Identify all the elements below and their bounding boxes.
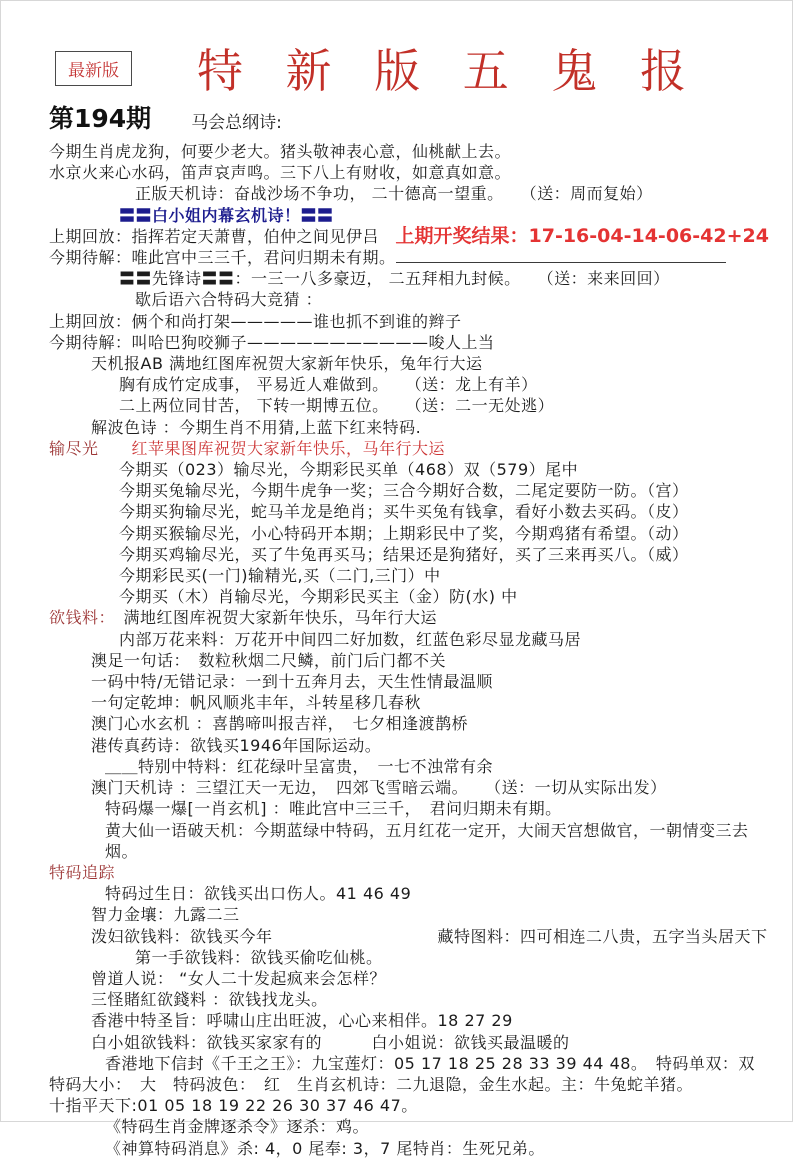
text-span: 《神算特码消息》杀: 4，0 尾奉: 3，7 尾特肖：生死兄弟。	[105, 1138, 545, 1158]
intro-label: 马会总纲诗:	[191, 113, 282, 133]
text-span: 天机报AB 满地红图库祝贺大家新年快乐，兔年行大运	[91, 354, 483, 374]
text-span: 第一手欲钱料：欲钱买偷吃仙桃。	[135, 947, 383, 967]
text-span: 三怪賭紅欲錢料 ：欲钱找龙头。	[91, 990, 328, 1010]
text-line	[49, 417, 778, 438]
text-line	[49, 162, 778, 183]
text-span: 今期买猴输尽光，小心特码开本期；上期彩民中了奖，今期鸡猪有希望。（动）	[119, 523, 689, 543]
text-span: 白小姐欲钱料：欲钱买家家有的 白小姐说：欲钱买最温暖的	[91, 1032, 570, 1052]
text-span: 曾道人说： “女人二十发起疯来会怎样？	[91, 968, 386, 988]
page-title: 特 新 版 五 鬼 报	[196, 44, 701, 98]
text-span: 〓〓先锋诗〓〓：一三一八多豪迈， 二五拜相九封候。 （送：来来回回）	[119, 269, 670, 289]
text-span: 今期买狗输尽光，蛇马羊龙是绝肖；买牛买兔有钱拿，看好小数去买码。（皮）	[119, 502, 689, 522]
text-span: 特码追踪	[49, 862, 116, 882]
text-line	[49, 353, 778, 374]
text-line	[49, 1116, 778, 1137]
text-line	[49, 586, 778, 607]
report-lines	[49, 141, 778, 1159]
text-span: 一句定乾坤：帆风顺兆丰年，斗转星移几春秋	[91, 693, 422, 713]
text-line	[49, 926, 778, 947]
text-line	[49, 1095, 778, 1116]
text-line	[49, 480, 778, 501]
text-line	[49, 183, 778, 204]
text-line	[49, 968, 778, 989]
text-span: 今期彩民买(一门)输精光,买（二门,三门）中	[119, 566, 441, 586]
latest-edition-badge: 最新版	[55, 51, 132, 86]
text-span: 〓〓白小姐内幕玄机诗！〓〓	[119, 205, 334, 225]
text-span: 上期回放：俩个和尚打架—————谁也抓不到谁的辫子	[49, 311, 462, 331]
text-line	[49, 883, 778, 904]
text-span: 十指平天下:01 05 18 19 22 26 30 37 46 47。	[49, 1096, 418, 1116]
text-span: 二上两位同甘苦， 下转一期博五位。 （送：二一无处逃）	[119, 396, 555, 416]
text-span: 内部万花来料：万花开中间四二好加数，红蓝色彩尽显龙藏马居	[119, 629, 582, 649]
text-span: 香港地下信封《千王之王》：九宝莲灯：05 17 18 25 28 33 39 44 48。 特码单双：双	[105, 1053, 755, 1073]
text-line	[49, 650, 778, 671]
text-span: 黄大仙一语破天机：今期蓝绿中特码，五月红花一定开，大闹天宫想做官，一朝情变三去烟。	[105, 820, 749, 861]
text-span: 特码大小： 大 特码波色： 红 生肖玄机诗：二九退隐，金生水起。主：牛兔蛇羊猪。	[49, 1074, 694, 1094]
text-span: 今期待解：唯此宫中三三千，君问归期未有期。	[49, 248, 396, 268]
text-line	[49, 395, 778, 416]
issue-number: 第194期	[49, 104, 152, 133]
underline-rule	[396, 248, 726, 263]
text-span: 今期待解：叫哈巴狗咬狮子———————————唆人上当	[49, 332, 495, 352]
text-span: 输尽光	[49, 438, 132, 458]
text-line	[49, 1032, 778, 1053]
text-span: 正版天机诗：奋战沙场不争功， 二十德高一望重。 （送：周而复始）	[135, 184, 653, 204]
text-span: ＿＿特别中特料：红花绿叶呈富贵， 一七不浊常有余	[105, 756, 494, 776]
text-span: 澳门天机诗 ：三望江天一无边， 四郊飞雪暗云端。 （送：一切从实际出发）	[91, 778, 667, 798]
text-span: 一码中特/无错记录：一到十五奔月去，天生性情最温顺	[91, 672, 493, 692]
text-line	[49, 141, 778, 162]
text-line	[49, 565, 778, 586]
text-line	[49, 820, 778, 862]
text-line	[49, 459, 778, 480]
text-span: 今期买鸡输尽光，买了牛兔再买马；结果还是狗猪好，买了三来再买八。（威）	[119, 544, 689, 564]
text-line	[49, 735, 778, 756]
text-line	[49, 629, 778, 650]
text-span: 今期买（木）肖输尽光，今期彩民买主（金）防(水) 中	[119, 587, 518, 607]
text-span: 解波色诗 ：今期生肖不用猜,上蓝下红来特码.	[91, 417, 422, 437]
text-line	[49, 544, 778, 565]
text-span: 今期生肖虎龙狗，何要少老大。猪头敬神表心意，仙桃献上去。	[49, 142, 512, 161]
text-line	[49, 205, 778, 226]
text-span: 红苹果图库祝贺大家新年快乐，马年行大运	[131, 438, 446, 458]
text-span: 欲钱料：	[49, 608, 108, 628]
text-line	[49, 713, 778, 734]
text-span: 上期回放：指挥若定天萧曹，伯仲之间见伊吕	[49, 226, 396, 246]
text-line	[49, 1053, 778, 1074]
text-span: 澳足一句话： 数粒秋烟二尺鳞，前门后门都不关	[91, 650, 447, 670]
text-line	[49, 607, 778, 628]
text-span: 澳门心水玄机 ：喜鹊啼叫报吉祥， 七夕相逢渡鹊桥	[91, 714, 469, 734]
text-line	[49, 311, 778, 332]
text-span: 今期买（023）输尽光，今期彩民买单（468）双（579）尾中	[119, 460, 579, 480]
text-line	[49, 374, 778, 395]
text-line	[49, 947, 778, 968]
text-span: 香港中特圣旨：呼啸山庄出旺波，心心来相伴。18 27 29	[91, 1011, 513, 1031]
report-header	[49, 41, 778, 101]
text-line	[49, 247, 778, 268]
issue-row	[49, 101, 778, 135]
text-span: 特码过生日：欲钱买出口伤人。41 46 49	[105, 884, 412, 904]
text-line	[49, 904, 778, 925]
text-line	[49, 501, 778, 522]
text-line	[49, 289, 778, 310]
text-line	[49, 671, 778, 692]
text-line	[49, 798, 778, 819]
text-line	[49, 989, 778, 1010]
text-line	[49, 1010, 778, 1031]
text-span: 满地红图库祝贺大家新年快乐，马年行大运	[107, 608, 438, 628]
text-span: 智力金壤：九露二三	[91, 905, 240, 925]
text-line	[49, 777, 778, 798]
text-span: 泼妇欲钱料：欲钱买今年 藏特图料：四可相连二八贵，五字当头居天下	[91, 926, 768, 946]
text-span: 歇后语六合特码大竞猜 ：	[135, 290, 323, 310]
text-line	[49, 1074, 778, 1095]
text-span: 《特码生肖金牌逐杀令》逐杀：鸡。	[105, 1117, 370, 1137]
text-line	[49, 523, 778, 544]
text-span: 特码爆一爆[一肖玄机] ：唯此宫中三三千， 君问归期未有期。	[105, 799, 562, 819]
text-line	[49, 692, 778, 713]
text-line	[49, 268, 778, 289]
text-line	[49, 226, 778, 247]
text-span: 港传真药诗：欲钱买1946年国际运动。	[91, 735, 382, 755]
text-line	[49, 1138, 778, 1159]
text-span: 胸有成竹定成事， 平易近人难做到。 （送：龙上有羊）	[119, 375, 538, 395]
text-line	[49, 862, 778, 883]
text-span: 水京火来心水码，笛声哀声鸣。三下八上有财收，如意真如意。	[49, 163, 512, 183]
text-line	[49, 332, 778, 353]
text-line	[49, 438, 778, 459]
text-span: 上期开奖结果：17-16-04-14-06-42+24	[395, 224, 769, 247]
text-span: 今期买兔输尽光，今期牛虎争一奖；三合今期好合数，二尾定要防一防。（宫）	[119, 481, 689, 501]
text-line	[49, 756, 778, 777]
